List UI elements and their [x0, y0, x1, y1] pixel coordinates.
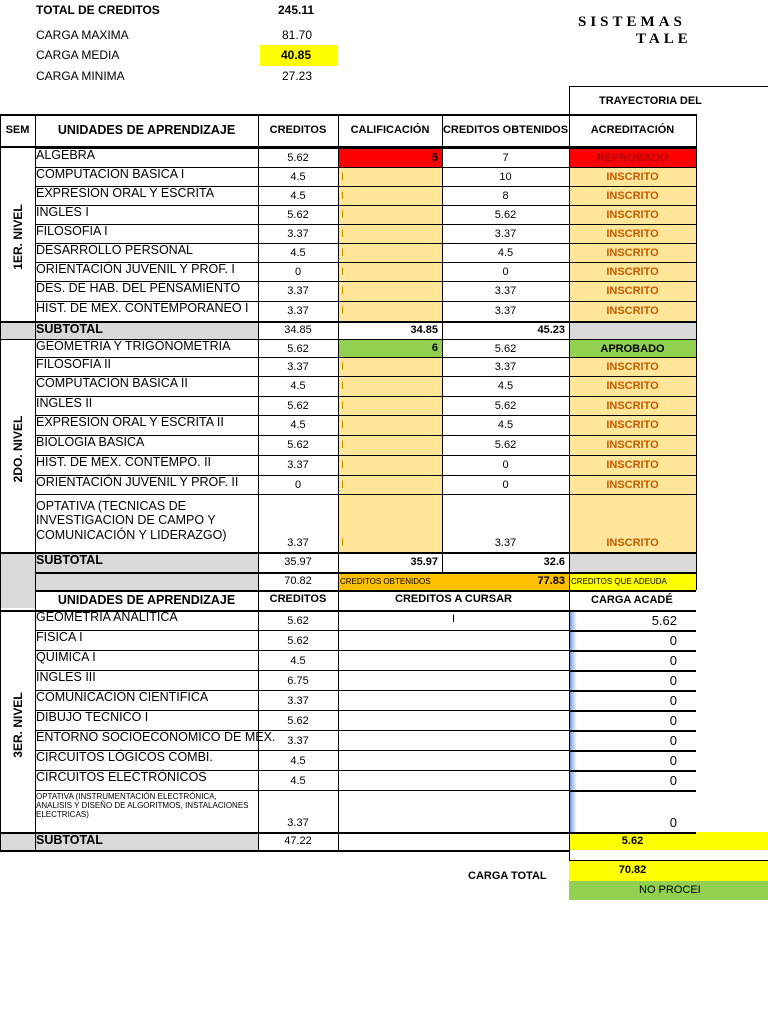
calificacion-fill	[338, 455, 442, 475]
course-calificacion: I	[341, 459, 345, 471]
course-calificacion: I	[341, 400, 345, 412]
level1-label: 1ER. NIVEL	[11, 204, 25, 270]
course-calificacion: I	[341, 361, 345, 373]
carga-divider	[570, 630, 696, 632]
course-creditos: 5.62	[287, 439, 309, 451]
course-creditos: 3.37	[287, 228, 309, 240]
course-carga: 0	[669, 633, 677, 648]
course-creditos: 4.5	[290, 247, 306, 259]
course-obtenidos: 5.62	[494, 439, 517, 451]
row-divider	[35, 630, 569, 631]
course-name: DES. DE HAB. DEL PENSAMIENTO	[36, 281, 241, 295]
acreditacion-status: INSCRITO	[606, 537, 659, 549]
course-creditos: 5.62	[287, 715, 309, 727]
subtotal-calificacion: 34.85	[410, 324, 438, 336]
course-obtenidos: 0	[502, 459, 509, 471]
row-divider	[35, 790, 569, 791]
course-name: DIBUJO TECNICO I	[36, 710, 149, 724]
total-creditos-value: 245.11	[278, 3, 315, 17]
subtotal-fill	[569, 552, 696, 572]
course-obtenidos: 8	[502, 190, 509, 202]
subtotal-obtenidos: 32.6	[543, 556, 565, 568]
course-calificacion: I	[341, 439, 345, 451]
row-divider	[35, 148, 696, 149]
course-calificacion: 5	[431, 152, 438, 164]
acreditacion-status: APROBADO	[600, 343, 665, 355]
course-obtenidos: 5.62	[494, 343, 517, 355]
col-divider	[35, 114, 36, 850]
course-calificacion: I	[341, 479, 345, 491]
course-carga: 0	[669, 673, 677, 688]
col-sem: SEM	[5, 124, 30, 136]
col-calificacion: CALIFICACIÓN	[350, 124, 430, 136]
summary-fill	[35, 572, 258, 590]
carga-total-value: 70.82	[618, 864, 647, 876]
header2-divider	[35, 590, 696, 592]
left-border	[0, 114, 1, 850]
row-divider	[35, 224, 696, 225]
status-text: NO PROCEI	[639, 884, 701, 896]
carga-total-label: CARGA TOTAL	[468, 870, 547, 882]
course-creditos: 0	[294, 479, 302, 491]
total-creditos-label: TOTAL DE CREDITOS	[36, 3, 160, 17]
course-obtenidos: 4.5	[497, 380, 514, 392]
carga-divider	[570, 730, 696, 732]
acreditacion-status: REPROBADO	[596, 152, 669, 164]
course-name: CIRCUITOS LÓGICOS COMBI.	[36, 750, 213, 764]
course-creditos: 5.62	[287, 615, 309, 627]
calificacion-fill	[338, 281, 442, 301]
calificacion-fill	[338, 224, 442, 243]
carga-maxima-value: 81.70	[282, 28, 313, 42]
acreditacion-status: INSCRITO	[606, 171, 659, 183]
acreditacion-status: INSCRITO	[606, 285, 659, 297]
optativa-line2: INVESTIGACION DE CAMPO Y	[36, 513, 216, 527]
course-obtenidos: 4.5	[497, 419, 514, 431]
course-creditos: 4.5	[290, 171, 306, 183]
carga-divider	[570, 670, 696, 672]
course-obtenidos: 0	[502, 266, 509, 278]
col-divider	[338, 114, 339, 850]
course-name: HIST. DE MEX. CONTEMPO. II	[36, 455, 212, 469]
row-divider	[35, 494, 696, 495]
calificacion-fill	[338, 415, 442, 435]
calificacion-fill	[338, 262, 442, 281]
carga-media-label: CARGA MEDIA	[36, 48, 120, 62]
calificacion-fill	[338, 475, 442, 494]
subtotal-divider	[0, 832, 696, 834]
col2-creditos: CREDITOS	[269, 593, 327, 605]
course-carga: 0	[669, 693, 677, 708]
course-name: EXPRESION ORAL Y ESCRITA II	[36, 415, 224, 429]
subtotal-calificacion: 35.97	[410, 556, 438, 568]
summary-obtenidos-label: CREDITOS OBTENIDOS	[340, 577, 431, 586]
course-name: GEOMETRIA Y TRIGONOMETRIA	[36, 339, 231, 353]
course-cursar: I	[451, 613, 456, 625]
course-creditos: 4.5	[290, 419, 306, 431]
course-creditos: 3.37	[287, 285, 309, 297]
carga-maxima-label: CARGA MAXIMA	[36, 28, 129, 42]
calificacion-fill	[338, 301, 442, 321]
optativa-obtenidos: 3.37	[494, 537, 517, 549]
row-divider	[35, 650, 569, 651]
course-name: BIOLOGIA BASICA	[36, 435, 145, 449]
subtotal-label: SUBTOTAL	[36, 322, 103, 336]
calificacion-fill	[338, 494, 442, 552]
course-carga: 0	[669, 653, 677, 668]
carga-minima-label: CARGA MINIMA	[36, 69, 125, 83]
course-obtenidos: 5.62	[494, 209, 517, 221]
course-obtenidos: 3.37	[494, 285, 517, 297]
course-creditos: 4.5	[290, 655, 306, 667]
course-calificacion: I	[341, 285, 345, 297]
course-creditos: 3.37	[287, 305, 309, 317]
course-name: ALGEBRA	[36, 148, 96, 162]
col-creditos-obtenidos: CREDITOS OBTENIDOS	[442, 124, 569, 136]
summary-creditos: 70.82	[284, 575, 312, 587]
course-name: FISICA I	[36, 630, 83, 644]
course-creditos: 5.62	[287, 209, 309, 221]
course-creditos: 3.37	[287, 361, 309, 373]
acreditacion-status: INSCRITO	[606, 419, 659, 431]
subtotal-carga: 5.62	[621, 835, 644, 847]
subtotal-obtenidos: 45.23	[537, 324, 565, 336]
calificacion-fill	[338, 205, 442, 224]
course-obtenidos: 0	[502, 479, 509, 491]
course-obtenidos: 10	[499, 171, 512, 183]
course-name: EXPRESION ORAL Y ESCRITA	[36, 186, 215, 200]
acreditacion-status: INSCRITO	[606, 479, 659, 491]
optativa3-line1: OPTATIVA (INSTRUMENTACIÓN ELECTRÓNICA,	[36, 792, 217, 801]
subtotal-creditos: 35.97	[284, 556, 312, 568]
course-calificacion: I	[341, 190, 345, 202]
course-creditos: 5.62	[287, 635, 309, 647]
course-name: INGLES I	[36, 205, 89, 219]
course-creditos: 5.62	[287, 343, 309, 355]
course-name: ENTORNO SOCIOECONOMICO DE MEX.	[36, 730, 276, 744]
course-creditos: 3.37	[287, 695, 309, 707]
col-divider	[696, 114, 697, 590]
carga-divider	[570, 610, 696, 612]
course-creditos: 6.75	[287, 675, 309, 687]
row-divider	[35, 396, 696, 397]
acreditacion-status: INSCRITO	[606, 439, 659, 451]
course-name: HIST. DE MEX. CONTEMPORANEO I	[36, 301, 249, 315]
course-name: ORIENTACIÓN JUVENIL Y PROF. I	[36, 262, 235, 276]
subtotal-creditos: 47.22	[284, 835, 312, 847]
acreditacion-status: INSCRITO	[606, 400, 659, 412]
carga-divider	[570, 690, 696, 692]
table-bottom	[0, 850, 569, 852]
course-calificacion: I	[341, 419, 345, 431]
course-creditos: 4.5	[290, 775, 306, 787]
course-calificacion: I	[341, 305, 345, 317]
course-obtenidos: 3.37	[494, 228, 517, 240]
col-acreditacion: ACREDITACIÓN	[590, 124, 675, 136]
course-calificacion: I	[341, 247, 345, 259]
carga-divider	[570, 750, 696, 752]
course-creditos: 4.5	[290, 755, 306, 767]
row-divider	[35, 357, 696, 358]
calificacion-fill	[338, 167, 442, 186]
acreditacion-status: INSCRITO	[606, 228, 659, 240]
subtotal-label: SUBTOTAL	[36, 553, 103, 567]
calificacion-fill	[338, 435, 442, 455]
course-carga: 0	[669, 733, 677, 748]
col2-a-cursar: CREDITOS A CURSAR	[395, 593, 512, 605]
summary-obtenidos-value: 77.83	[537, 575, 565, 587]
subtotal-fill	[569, 321, 696, 339]
calificacion-fill	[338, 243, 442, 262]
course-calificacion: I	[341, 380, 345, 392]
acreditacion-status: INSCRITO	[606, 247, 659, 259]
col-divider	[258, 114, 259, 850]
course-calificacion: I	[341, 171, 345, 183]
acreditacion-status: INSCRITO	[606, 459, 659, 471]
course-name: COMPUTACION BASICA II	[36, 376, 188, 390]
course-obtenidos: 5.62	[494, 400, 517, 412]
course-carga: 0	[669, 773, 677, 788]
course-creditos: 5.62	[287, 152, 309, 164]
subtotal-label: SUBTOTAL	[36, 833, 103, 847]
col-divider	[442, 114, 443, 572]
course-calificacion: I	[341, 266, 345, 278]
course-creditos: 3.37	[287, 735, 309, 747]
row-divider	[35, 205, 696, 206]
calificacion-fill	[338, 396, 442, 415]
optativa-calificacion: I	[341, 537, 345, 549]
course-name: GEOMETRIA ANALITICA	[36, 610, 178, 624]
course-name: CIRCUITOS ELECTRÓNICOS	[36, 770, 207, 784]
summary-adeuda-label: CREDITOS QUE ADEUDA	[571, 577, 667, 586]
col-creditos: CREDITOS	[269, 124, 327, 136]
course-creditos: 5.62	[287, 400, 309, 412]
course-name: INGLES III	[36, 670, 96, 684]
carga-divider	[570, 650, 696, 652]
optativa3-creditos: 3.37	[287, 817, 309, 829]
course-obtenidos: 3.37	[494, 305, 517, 317]
summary-divider	[35, 572, 696, 574]
course-carga: 0	[669, 753, 677, 768]
acreditacion-status: INSCRITO	[606, 190, 659, 202]
course-name: ORIENTACIÓN JUVENIL Y PROF. II	[36, 475, 239, 489]
course-name: DESARROLLO PERSONAL	[36, 243, 193, 257]
title-line1: SISTEMAS	[578, 14, 686, 30]
calificacion-fill	[338, 186, 442, 205]
subtotal-creditos: 34.85	[284, 324, 312, 336]
acreditacion-status: INSCRITO	[606, 361, 659, 373]
row-divider	[35, 670, 569, 671]
col2-unidades: UNIDADES DE APRENDIZAJE	[57, 593, 236, 607]
optativa3-carga: 0	[669, 815, 677, 830]
level3-label: 3ER. NIVEL	[11, 692, 25, 758]
course-creditos: 4.5	[290, 190, 306, 202]
title-line2: TALE	[636, 31, 692, 47]
course-obtenidos: 4.5	[497, 247, 514, 259]
course-name: QUIMICA I	[36, 650, 96, 664]
carga-divider	[570, 710, 696, 712]
optativa3-line2: ANALISIS Y DISEÑO DE ALGORITMOS, INSTALACIONES	[36, 801, 249, 810]
course-calificacion: I	[341, 228, 345, 240]
carga-divider	[570, 770, 696, 772]
course-calificacion: I	[341, 209, 345, 221]
optativa-line1: OPTATIVA (TECNICAS DE	[36, 499, 187, 513]
course-creditos: 0	[294, 266, 302, 278]
calificacion-fill	[338, 376, 442, 396]
subtotal-divider	[0, 321, 696, 323]
col-divider	[569, 86, 570, 870]
course-name: INGLES II	[36, 396, 93, 410]
col2-carga: CARGA ACADÉ	[591, 594, 673, 606]
course-creditos: 3.37	[287, 459, 309, 471]
course-name: COMUNICACION CIENTIFICA	[36, 690, 209, 704]
course-calificacion: 6	[431, 342, 438, 354]
course-creditos: 4.5	[290, 380, 306, 392]
course-name: FILOSOFIA I	[36, 224, 108, 238]
calificacion-fill	[338, 357, 442, 376]
trayectoria-label: TRAYECTORIA DEL	[599, 95, 702, 107]
level2-label: 2DO. NIVEL	[11, 415, 25, 483]
course-name: COMPUTACION BASICA I	[36, 167, 185, 181]
acreditacion-status: INSCRITO	[606, 305, 659, 317]
acreditacion-status: INSCRITO	[606, 380, 659, 392]
subtotal-divider	[0, 552, 696, 554]
carga-minima-value: 27.23	[282, 69, 313, 83]
course-carga: 0	[669, 713, 677, 728]
course-obtenidos: 3.37	[494, 361, 517, 373]
optativa-creditos: 3.37	[287, 537, 309, 549]
optativa-line3: COMUNICACIÓN Y LIDERAZGO)	[36, 528, 227, 542]
course-name: FILOSOFIA II	[36, 357, 112, 371]
acreditacion-status: INSCRITO	[606, 209, 659, 221]
course-carga: 5.62	[651, 613, 677, 628]
optativa3-line3: ELECTRICAS)	[36, 810, 89, 819]
course-obtenidos: 7	[502, 152, 509, 164]
carga-divider	[570, 790, 696, 792]
col-unidades: UNIDADES DE APRENDIZAJE	[57, 123, 236, 137]
sem-gray-fill	[0, 552, 35, 608]
acreditacion-status: INSCRITO	[606, 266, 659, 278]
carga-media-value: 40.85	[281, 48, 312, 62]
